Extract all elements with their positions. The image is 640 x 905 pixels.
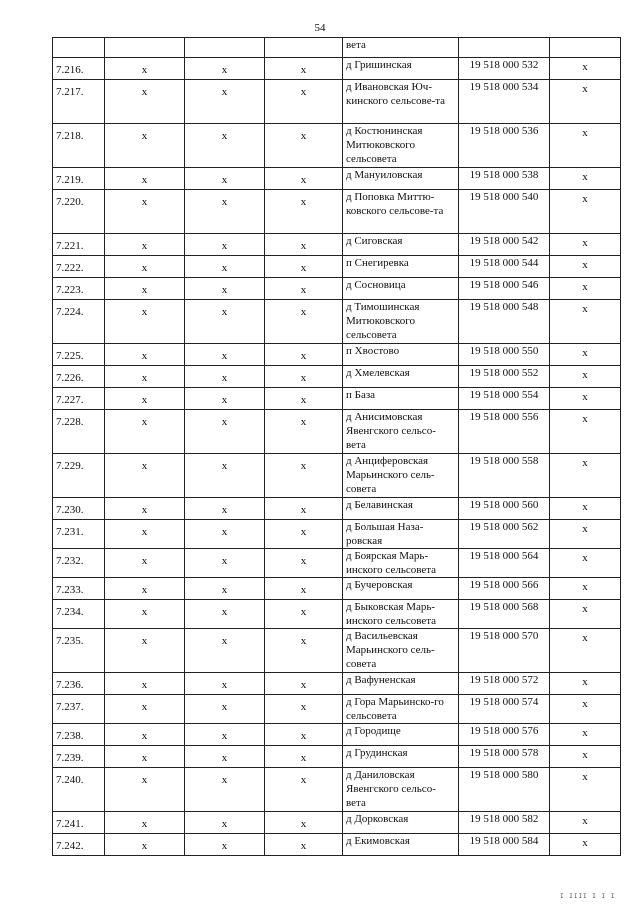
cell-x-mark: x (105, 454, 185, 498)
cell-number: 7.225. (53, 344, 105, 366)
cell-number: 7.232. (53, 549, 105, 578)
cell-number: 7.228. (53, 410, 105, 454)
cell-code: 19 518 000 548 (459, 300, 550, 344)
table-row (53, 410, 621, 454)
cell-settlement-name: д Гора Марьинско-го сельсовета (343, 695, 459, 724)
cell-x-mark: x (105, 58, 185, 80)
cell-x-mark: x (265, 410, 343, 454)
cell-x-mark: x (265, 344, 343, 366)
cell-x-mark: x (265, 388, 343, 410)
cell-x-mark: x (105, 834, 185, 856)
cell-x-mark: x (105, 80, 185, 124)
table-row (53, 812, 621, 834)
cell-x-mark: x (105, 388, 185, 410)
cell-x-mark: x (550, 768, 621, 812)
cell-x-mark: x (265, 300, 343, 344)
cell-x-mark: x (185, 58, 265, 80)
cell-x-mark: x (105, 168, 185, 190)
table-row (53, 724, 621, 746)
cell-x-mark: x (105, 746, 185, 768)
cell-x-mark: x (185, 549, 265, 578)
cell-x-mark: x (105, 124, 185, 168)
cell-x-mark: x (550, 58, 621, 80)
cell-x-mark: x (185, 629, 265, 673)
cell-settlement-name: д Тимошинская Митюковского сельсовета (343, 300, 459, 344)
cell-number: 7.234. (53, 600, 105, 629)
cell-code: 19 518 000 574 (459, 695, 550, 724)
cell-x-mark: x (185, 812, 265, 834)
table-row (53, 278, 621, 300)
cell-x-mark: x (105, 344, 185, 366)
cell-code: 19 518 000 564 (459, 549, 550, 578)
cell-settlement-name: д Вафуненская (343, 673, 459, 695)
scan-marks: I IIII I I I (560, 893, 616, 900)
table-row (53, 600, 621, 629)
cell-x-mark: x (550, 600, 621, 629)
cell-x-mark: x (185, 768, 265, 812)
cell-x-mark: x (185, 673, 265, 695)
cell-number: 7.237. (53, 695, 105, 724)
cell-x-mark: x (265, 629, 343, 673)
cell-x-mark: x (550, 278, 621, 300)
cell-empty (185, 38, 265, 58)
cell-x-mark: x (185, 278, 265, 300)
cell-x-mark: x (185, 600, 265, 629)
cell-x-mark: x (105, 190, 185, 234)
cell-x-mark: x (265, 549, 343, 578)
cell-x-mark: x (265, 190, 343, 234)
cell-number: 7.227. (53, 388, 105, 410)
cell-number: 7.220. (53, 190, 105, 234)
cell-x-mark: x (550, 168, 621, 190)
cell-code: 19 518 000 542 (459, 234, 550, 256)
cell-settlement-name: д Белавинская (343, 498, 459, 520)
table-row (53, 234, 621, 256)
cell-number: 7.216. (53, 58, 105, 80)
cell-code: 19 518 000 582 (459, 812, 550, 834)
cell-code: 19 518 000 562 (459, 520, 550, 549)
page-number: 54 (314, 22, 326, 34)
cell-number: 7.218. (53, 124, 105, 168)
table-row (53, 58, 621, 80)
table-row (53, 190, 621, 234)
continuation-row (53, 38, 621, 58)
cell-x-mark: x (265, 578, 343, 600)
cell-settlement-name: д Гришинская (343, 58, 459, 80)
cell-code: 19 518 000 558 (459, 454, 550, 498)
cell-empty (265, 38, 343, 58)
cell-x-mark: x (550, 578, 621, 600)
cell-x-mark: x (265, 812, 343, 834)
cell-settlement-name: д Васильевская Марьинского сель-совета (343, 629, 459, 673)
cell-x-mark: x (105, 673, 185, 695)
cell-x-mark: x (105, 812, 185, 834)
cell-code: 19 518 000 576 (459, 724, 550, 746)
cell-x-mark: x (185, 498, 265, 520)
cell-x-mark: x (265, 454, 343, 498)
cell-x-mark: x (550, 300, 621, 344)
cell-x-mark: x (265, 58, 343, 80)
cell-x-mark: x (550, 410, 621, 454)
cell-x-mark: x (550, 834, 621, 856)
cell-x-mark: x (185, 366, 265, 388)
cell-settlement-name: д Екимовская (343, 834, 459, 856)
cell-settlement-name: д Костюнинская Митюковского сельсовета (343, 124, 459, 168)
cell-x-mark: x (185, 300, 265, 344)
cell-x-mark: x (265, 366, 343, 388)
cell-code: 19 518 000 534 (459, 80, 550, 124)
table-row (53, 520, 621, 549)
cell-x-mark: x (185, 746, 265, 768)
table-row (53, 695, 621, 724)
cell-number (53, 38, 105, 58)
table-row (53, 300, 621, 344)
cell-settlement-name: п Хвостово (343, 344, 459, 366)
cell-settlement-name: д Бучеровская (343, 578, 459, 600)
cell-empty (550, 38, 621, 58)
table-row (53, 256, 621, 278)
cell-x-mark: x (265, 256, 343, 278)
table-row (53, 629, 621, 673)
cell-x-mark: x (550, 454, 621, 498)
cell-settlement-name: д Мануиловская (343, 168, 459, 190)
table-body (53, 38, 621, 856)
cell-x-mark: x (265, 520, 343, 549)
cell-number: 7.223. (53, 278, 105, 300)
cell-x-mark: x (265, 168, 343, 190)
table-row (53, 124, 621, 168)
cell-code: 19 518 000 554 (459, 388, 550, 410)
cell-settlement-name: д Анисимовская Явенгского сельсо-вета (343, 410, 459, 454)
cell-x-mark: x (265, 834, 343, 856)
cell-x-mark: x (185, 80, 265, 124)
cell-x-mark: x (550, 812, 621, 834)
registry-table (52, 37, 621, 856)
cell-settlement-name: д Дорковская (343, 812, 459, 834)
cell-settlement-name: вета (343, 38, 459, 58)
cell-code: 19 518 000 536 (459, 124, 550, 168)
cell-settlement-name: д Хмелевская (343, 366, 459, 388)
cell-number: 7.224. (53, 300, 105, 344)
cell-number: 7.230. (53, 498, 105, 520)
cell-x-mark: x (185, 410, 265, 454)
cell-x-mark: x (550, 498, 621, 520)
cell-number: 7.231. (53, 520, 105, 549)
cell-code: 19 518 000 570 (459, 629, 550, 673)
cell-number: 7.217. (53, 80, 105, 124)
cell-settlement-name: д Быковская Марь-инского сельсовета (343, 600, 459, 629)
cell-x-mark: x (550, 124, 621, 168)
cell-x-mark: x (185, 388, 265, 410)
cell-x-mark: x (185, 454, 265, 498)
cell-code: 19 518 000 538 (459, 168, 550, 190)
cell-x-mark: x (105, 724, 185, 746)
cell-number: 7.239. (53, 746, 105, 768)
cell-settlement-name: п Снегиревка (343, 256, 459, 278)
cell-number: 7.241. (53, 812, 105, 834)
table-row (53, 578, 621, 600)
cell-number: 7.219. (53, 168, 105, 190)
cell-settlement-name: д Ивановская Юч-кинского сельсове-та (343, 80, 459, 124)
cell-number: 7.242. (53, 834, 105, 856)
cell-settlement-name: д Боярская Марь-инского сельсовета (343, 549, 459, 578)
cell-number: 7.236. (53, 673, 105, 695)
cell-x-mark: x (265, 278, 343, 300)
cell-x-mark: x (185, 724, 265, 746)
table-row (53, 768, 621, 812)
cell-code: 19 518 000 540 (459, 190, 550, 234)
cell-x-mark: x (550, 673, 621, 695)
cell-settlement-name: д Анциферовская Марьинского сель-совета (343, 454, 459, 498)
cell-x-mark: x (105, 578, 185, 600)
cell-number: 7.233. (53, 578, 105, 600)
cell-code: 19 518 000 560 (459, 498, 550, 520)
cell-settlement-name: д Большая Наза-ровская (343, 520, 459, 549)
cell-x-mark: x (265, 124, 343, 168)
cell-code: 19 518 000 584 (459, 834, 550, 856)
cell-x-mark: x (550, 344, 621, 366)
cell-x-mark: x (550, 234, 621, 256)
cell-number: 7.235. (53, 629, 105, 673)
cell-x-mark: x (105, 278, 185, 300)
cell-empty (459, 38, 550, 58)
cell-x-mark: x (550, 746, 621, 768)
cell-number: 7.226. (53, 366, 105, 388)
cell-x-mark: x (105, 410, 185, 454)
cell-number: 7.222. (53, 256, 105, 278)
table-row (53, 366, 621, 388)
table-row (53, 498, 621, 520)
cell-x-mark: x (105, 234, 185, 256)
cell-x-mark: x (265, 724, 343, 746)
cell-settlement-name: д Сиговская (343, 234, 459, 256)
cell-code: 19 518 000 580 (459, 768, 550, 812)
table-row (53, 834, 621, 856)
cell-code: 19 518 000 546 (459, 278, 550, 300)
cell-code: 19 518 000 556 (459, 410, 550, 454)
cell-x-mark: x (105, 498, 185, 520)
cell-settlement-name: д Поповка Миттю-ковского сельсове-та (343, 190, 459, 234)
cell-x-mark: x (185, 168, 265, 190)
table-row (53, 80, 621, 124)
cell-x-mark: x (265, 695, 343, 724)
cell-x-mark: x (550, 629, 621, 673)
table-row (53, 549, 621, 578)
cell-number: 7.238. (53, 724, 105, 746)
cell-settlement-name: д Грудинская (343, 746, 459, 768)
cell-x-mark: x (105, 695, 185, 724)
cell-x-mark: x (550, 549, 621, 578)
table-row (53, 168, 621, 190)
cell-code: 19 518 000 578 (459, 746, 550, 768)
cell-number: 7.221. (53, 234, 105, 256)
cell-settlement-name: д Городище (343, 724, 459, 746)
cell-x-mark: x (185, 520, 265, 549)
cell-x-mark: x (550, 190, 621, 234)
cell-x-mark: x (265, 80, 343, 124)
cell-x-mark: x (185, 695, 265, 724)
cell-x-mark: x (105, 256, 185, 278)
table-row (53, 454, 621, 498)
cell-x-mark: x (105, 600, 185, 629)
cell-x-mark: x (185, 190, 265, 234)
cell-code: 19 518 000 532 (459, 58, 550, 80)
cell-x-mark: x (185, 344, 265, 366)
cell-x-mark: x (265, 600, 343, 629)
cell-x-mark: x (105, 300, 185, 344)
cell-x-mark: x (105, 549, 185, 578)
cell-code: 19 518 000 544 (459, 256, 550, 278)
cell-code: 19 518 000 572 (459, 673, 550, 695)
cell-x-mark: x (550, 388, 621, 410)
cell-x-mark: x (550, 80, 621, 124)
cell-x-mark: x (185, 124, 265, 168)
cell-x-mark: x (550, 724, 621, 746)
cell-x-mark: x (265, 673, 343, 695)
cell-x-mark: x (185, 256, 265, 278)
cell-settlement-name: д Даниловская Явенгского сельсо-вета (343, 768, 459, 812)
cell-x-mark: x (265, 768, 343, 812)
table-row (53, 344, 621, 366)
cell-x-mark: x (185, 578, 265, 600)
cell-x-mark: x (265, 498, 343, 520)
cell-settlement-name: д Сосновица (343, 278, 459, 300)
cell-empty (105, 38, 185, 58)
cell-x-mark: x (105, 366, 185, 388)
cell-x-mark: x (105, 768, 185, 812)
cell-number: 7.229. (53, 454, 105, 498)
cell-x-mark: x (185, 234, 265, 256)
cell-number: 7.240. (53, 768, 105, 812)
cell-x-mark: x (265, 234, 343, 256)
cell-x-mark: x (105, 520, 185, 549)
cell-settlement-name: п База (343, 388, 459, 410)
cell-x-mark: x (185, 834, 265, 856)
cell-x-mark: x (265, 746, 343, 768)
cell-code: 19 518 000 566 (459, 578, 550, 600)
cell-x-mark: x (550, 256, 621, 278)
table-row (53, 746, 621, 768)
cell-code: 19 518 000 568 (459, 600, 550, 629)
cell-x-mark: x (105, 629, 185, 673)
cell-code: 19 518 000 550 (459, 344, 550, 366)
cell-code: 19 518 000 552 (459, 366, 550, 388)
cell-x-mark: x (550, 695, 621, 724)
cell-x-mark: x (550, 520, 621, 549)
cell-x-mark: x (550, 366, 621, 388)
table-row (53, 673, 621, 695)
table-row (53, 388, 621, 410)
